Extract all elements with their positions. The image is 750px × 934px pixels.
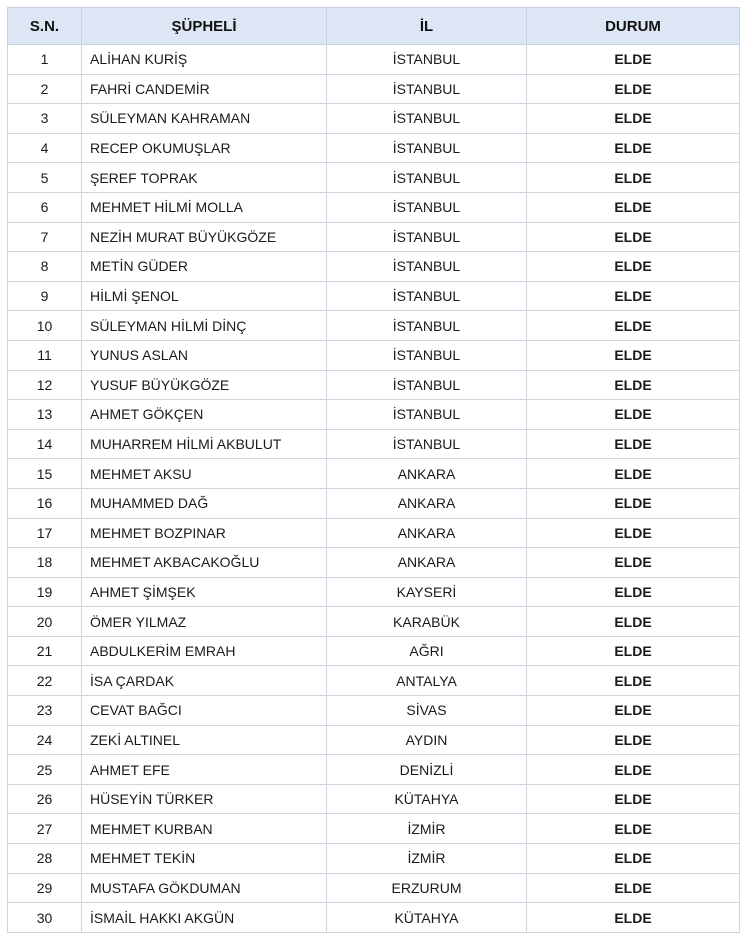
durum-cell: ELDE <box>527 370 740 400</box>
name-cell: MUHARREM HİLMİ AKBULUT <box>82 429 327 459</box>
table-row <box>8 222 740 252</box>
table-row <box>8 74 740 104</box>
sn-cell: 17 <box>8 518 82 548</box>
table-row <box>8 873 740 903</box>
table-row <box>8 340 740 370</box>
durum-cell: ELDE <box>527 755 740 785</box>
name-cell: ŞEREF TOPRAK <box>82 163 327 193</box>
il-cell: KÜTAHYA <box>327 903 527 933</box>
table-row <box>8 192 740 222</box>
durum-cell: ELDE <box>527 340 740 370</box>
table-row <box>8 133 740 163</box>
sn-cell: 9 <box>8 281 82 311</box>
il-cell: İSTANBUL <box>327 281 527 311</box>
name-cell: CEVAT BAĞCI <box>82 696 327 726</box>
il-cell: KAYSERİ <box>327 577 527 607</box>
table-row <box>8 104 740 134</box>
sn-cell: 12 <box>8 370 82 400</box>
il-cell: İSTANBUL <box>327 252 527 282</box>
il-cell: ANKARA <box>327 518 527 548</box>
name-cell: İSMAİL HAKKI AKGÜN <box>82 903 327 933</box>
sn-cell: 8 <box>8 252 82 282</box>
name-cell: MEHMET TEKİN <box>82 844 327 874</box>
durum-cell: ELDE <box>527 873 740 903</box>
name-cell: NEZİH MURAT BÜYÜKGÖZE <box>82 222 327 252</box>
durum-cell: ELDE <box>527 192 740 222</box>
table-row <box>8 666 740 696</box>
table-row <box>8 636 740 666</box>
table-row <box>8 488 740 518</box>
header-row <box>8 8 740 45</box>
name-cell: HÜSEYİN TÜRKER <box>82 784 327 814</box>
name-cell: SÜLEYMAN KAHRAMAN <box>82 104 327 134</box>
durum-cell: ELDE <box>527 903 740 933</box>
durum-cell: ELDE <box>527 844 740 874</box>
sn-cell: 10 <box>8 311 82 341</box>
name-cell: YUSUF BÜYÜKGÖZE <box>82 370 327 400</box>
name-cell: AHMET EFE <box>82 755 327 785</box>
name-cell: RECEP OKUMUŞLAR <box>82 133 327 163</box>
table-row <box>8 45 740 75</box>
sn-cell: 11 <box>8 340 82 370</box>
durum-cell: ELDE <box>527 281 740 311</box>
il-cell: SİVAS <box>327 696 527 726</box>
durum-cell: ELDE <box>527 548 740 578</box>
durum-cell: ELDE <box>527 666 740 696</box>
sn-cell: 29 <box>8 873 82 903</box>
table-row <box>8 459 740 489</box>
header-durum: DURUM <box>527 8 740 45</box>
sn-cell: 26 <box>8 784 82 814</box>
il-cell: İSTANBUL <box>327 74 527 104</box>
name-cell: ÖMER YILMAZ <box>82 607 327 637</box>
name-cell: SÜLEYMAN HİLMİ DİNÇ <box>82 311 327 341</box>
table-row <box>8 814 740 844</box>
name-cell: METİN GÜDER <box>82 252 327 282</box>
durum-cell: ELDE <box>527 252 740 282</box>
il-cell: DENİZLİ <box>327 755 527 785</box>
sn-cell: 6 <box>8 192 82 222</box>
il-cell: İSTANBUL <box>327 45 527 75</box>
durum-cell: ELDE <box>527 488 740 518</box>
table-row <box>8 311 740 341</box>
durum-cell: ELDE <box>527 429 740 459</box>
table-row <box>8 844 740 874</box>
il-cell: İSTANBUL <box>327 370 527 400</box>
sn-cell: 21 <box>8 636 82 666</box>
table-row <box>8 548 740 578</box>
table-row <box>8 429 740 459</box>
name-cell: İSA ÇARDAK <box>82 666 327 696</box>
il-cell: AYDIN <box>327 725 527 755</box>
name-cell: MEHMET BOZPINAR <box>82 518 327 548</box>
durum-cell: ELDE <box>527 311 740 341</box>
sn-cell: 19 <box>8 577 82 607</box>
table-row <box>8 400 740 430</box>
sn-cell: 14 <box>8 429 82 459</box>
durum-cell: ELDE <box>527 636 740 666</box>
name-cell: AHMET GÖKÇEN <box>82 400 327 430</box>
durum-cell: ELDE <box>527 400 740 430</box>
table-row <box>8 252 740 282</box>
sn-cell: 22 <box>8 666 82 696</box>
durum-cell: ELDE <box>527 725 740 755</box>
table-row <box>8 784 740 814</box>
name-cell: MEHMET HİLMİ MOLLA <box>82 192 327 222</box>
table-row <box>8 163 740 193</box>
sn-cell: 5 <box>8 163 82 193</box>
table-row <box>8 370 740 400</box>
durum-cell: ELDE <box>527 222 740 252</box>
il-cell: İSTANBUL <box>327 163 527 193</box>
table-row <box>8 607 740 637</box>
durum-cell: ELDE <box>527 45 740 75</box>
table-row <box>8 518 740 548</box>
durum-cell: ELDE <box>527 104 740 134</box>
table-row <box>8 281 740 311</box>
table-row <box>8 725 740 755</box>
sn-cell: 2 <box>8 74 82 104</box>
name-cell: ZEKİ ALTINEL <box>82 725 327 755</box>
name-cell: YUNUS ASLAN <box>82 340 327 370</box>
suspects-table-container <box>7 7 739 933</box>
name-cell: MEHMET AKSU <box>82 459 327 489</box>
il-cell: KÜTAHYA <box>327 784 527 814</box>
il-cell: İSTANBUL <box>327 222 527 252</box>
sn-cell: 3 <box>8 104 82 134</box>
durum-cell: ELDE <box>527 163 740 193</box>
name-cell: AHMET ŞİMŞEK <box>82 577 327 607</box>
sn-cell: 4 <box>8 133 82 163</box>
durum-cell: ELDE <box>527 814 740 844</box>
il-cell: KARABÜK <box>327 607 527 637</box>
il-cell: AĞRI <box>327 636 527 666</box>
sn-cell: 25 <box>8 755 82 785</box>
sn-cell: 28 <box>8 844 82 874</box>
name-cell: MEHMET KURBAN <box>82 814 327 844</box>
il-cell: ANKARA <box>327 459 527 489</box>
name-cell: MEHMET AKBACAKOĞLU <box>82 548 327 578</box>
durum-cell: ELDE <box>527 696 740 726</box>
table-row <box>8 755 740 785</box>
name-cell: FAHRİ CANDEMİR <box>82 74 327 104</box>
il-cell: İSTANBUL <box>327 104 527 134</box>
durum-cell: ELDE <box>527 607 740 637</box>
table-row <box>8 696 740 726</box>
durum-cell: ELDE <box>527 459 740 489</box>
il-cell: İZMİR <box>327 844 527 874</box>
table-row <box>8 577 740 607</box>
durum-cell: ELDE <box>527 74 740 104</box>
table-row <box>8 903 740 933</box>
il-cell: ANTALYA <box>327 666 527 696</box>
sn-cell: 24 <box>8 725 82 755</box>
il-cell: ERZURUM <box>327 873 527 903</box>
sn-cell: 15 <box>8 459 82 489</box>
durum-cell: ELDE <box>527 518 740 548</box>
name-cell: MUSTAFA GÖKDUMAN <box>82 873 327 903</box>
suspects-table <box>7 7 740 933</box>
il-cell: ANKARA <box>327 548 527 578</box>
sn-cell: 27 <box>8 814 82 844</box>
table-header <box>8 8 740 45</box>
sn-cell: 20 <box>8 607 82 637</box>
durum-cell: ELDE <box>527 133 740 163</box>
il-cell: İSTANBUL <box>327 340 527 370</box>
sn-cell: 7 <box>8 222 82 252</box>
il-cell: İSTANBUL <box>327 429 527 459</box>
sn-cell: 30 <box>8 903 82 933</box>
il-cell: İSTANBUL <box>327 192 527 222</box>
name-cell: HİLMİ ŞENOL <box>82 281 327 311</box>
name-cell: MUHAMMED DAĞ <box>82 488 327 518</box>
durum-cell: ELDE <box>527 784 740 814</box>
il-cell: İZMİR <box>327 814 527 844</box>
il-cell: İSTANBUL <box>327 133 527 163</box>
header-name: ŞÜPHELİ <box>82 8 327 45</box>
sn-cell: 23 <box>8 696 82 726</box>
il-cell: İSTANBUL <box>327 400 527 430</box>
il-cell: İSTANBUL <box>327 311 527 341</box>
sn-cell: 1 <box>8 45 82 75</box>
il-cell: ANKARA <box>327 488 527 518</box>
name-cell: ABDULKERİM EMRAH <box>82 636 327 666</box>
sn-cell: 13 <box>8 400 82 430</box>
durum-cell: ELDE <box>527 577 740 607</box>
table-body <box>8 45 740 933</box>
sn-cell: 16 <box>8 488 82 518</box>
header-il: İL <box>327 8 527 45</box>
sn-cell: 18 <box>8 548 82 578</box>
header-sn: S.N. <box>8 8 82 45</box>
name-cell: ALİHAN KURİŞ <box>82 45 327 75</box>
